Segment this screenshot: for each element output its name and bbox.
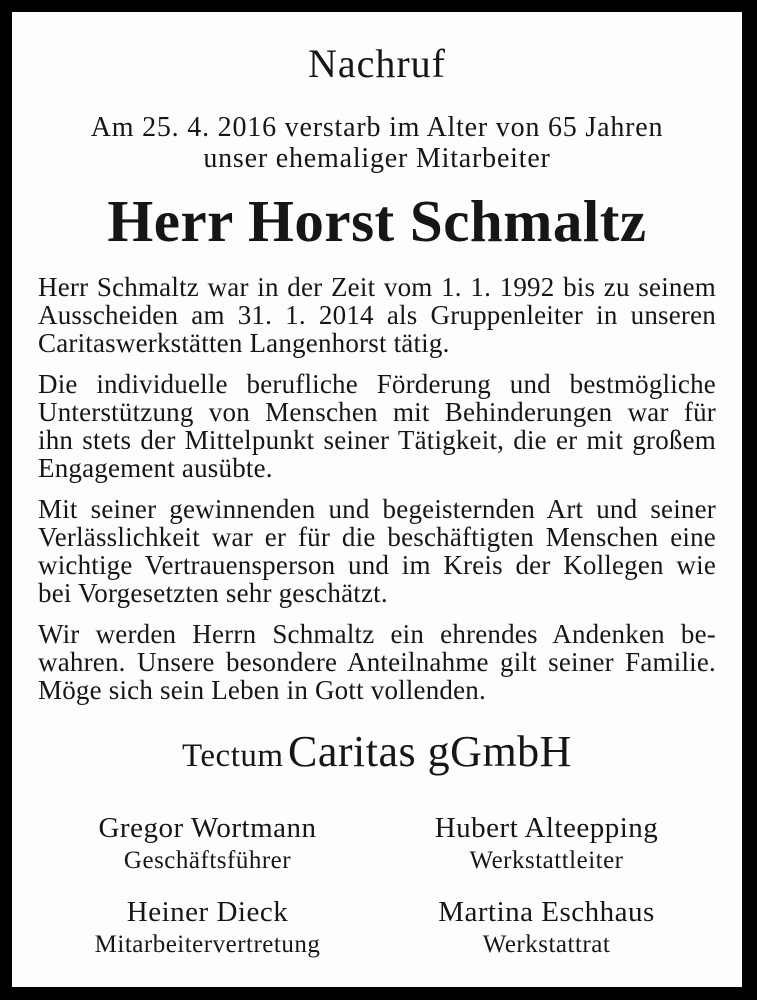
paragraph-line: Herr Schmaltz war in der Zeit vom 1. 1. 1992 bis zu seinem [38,272,716,302]
signature-role: Werkstattleiter [469,847,624,874]
paragraph-3 [38,495,716,607]
signature-cell [377,812,716,876]
paragraph-line: wichtige Vertrauensperson und im Kreis der Kollegen wie [38,550,716,580]
signature-name: Heiner Dieck [126,896,289,928]
paragraph-line: Caritaswerkstätten Langenhorst tätig. [38,328,450,358]
paragraph-1 [38,273,716,357]
paragraph-line: wahren. Unsere besondere Anteilnahme gilt seiner Familie. [38,647,716,677]
signature-cell [38,812,377,876]
obituary-body [38,273,716,704]
signature-role: Mitarbeitervertretung [94,931,321,958]
signature-role: Geschäftsführer [123,847,292,874]
intro-line-2: unser ehemaliger Mitarbeiter [203,143,551,174]
signature-name: Martina Eschhaus [438,896,655,928]
obituary-card [12,12,742,987]
company-name: Caritas gGmbH [288,727,572,776]
obituary-intro [38,112,716,174]
paragraph-line: Möge sich sein Leben in Gott vollenden. [38,675,486,705]
paragraph-line: Verlässlichkeit war er für die beschäftigten Menschen eine [38,522,716,552]
paragraph-line: ihn stets der Mittelpunkt seiner Tätigkeit, die er mit großem [38,425,716,455]
paragraph-line: Die individuelle berufliche Förderung und bestmögliche [38,369,716,399]
intro-line-1: Am 25. 4. 2016 verstarb im Alter von 65 Jahren [90,112,664,143]
signature-name: Hubert Alteepping [434,812,659,844]
company-prefix: Tectum [182,738,284,774]
paragraph-line: Mit seiner gewinnenden und begeisternden Art und seiner [38,494,716,524]
paragraph-4 [38,620,716,704]
company-name-line [38,726,716,788]
paragraph-line: Unterstützung von Menschen mit Behinderungen war für [38,397,716,427]
deceased-name: Herr Horst Schmaltz [107,188,647,254]
paragraph-line: Engagement ausübte. [38,453,273,483]
signature-cell [377,896,716,960]
signature-role: Werkstattrat [482,931,611,958]
paragraph-2 [38,370,716,482]
paragraph-line: Wir werden Herrn Schmaltz ein ehrendes Andenken be- [38,619,716,649]
signature-name: Gregor Wortmann [98,812,317,844]
obituary-title: Nachruf [307,41,447,86]
signatures-block [38,812,716,960]
paragraph-line: bei Vorgesetzten sehr geschätzt. [38,578,388,608]
paragraph-line: Ausscheiden am 31. 1. 2014 als Gruppenleiter in unseren [38,300,716,330]
signature-cell [38,896,377,960]
